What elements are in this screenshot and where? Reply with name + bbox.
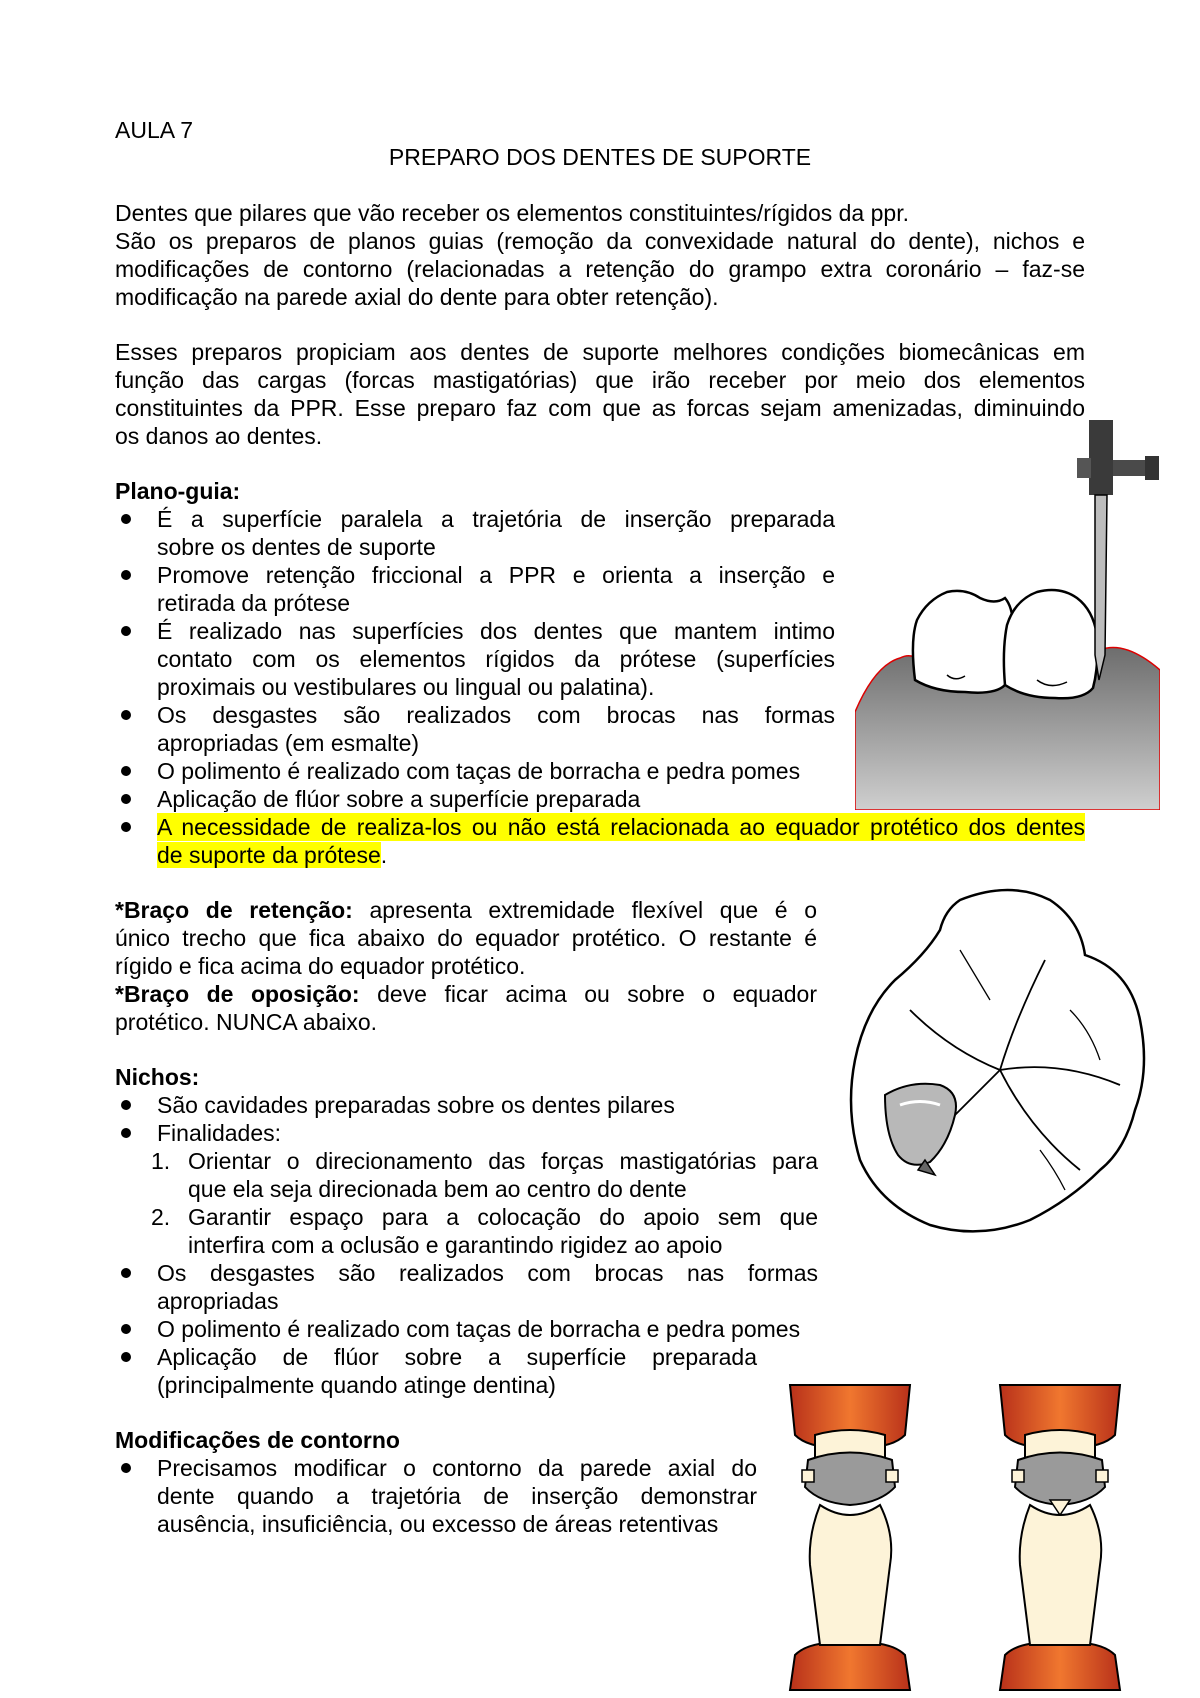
highlighted-note-line-1: A necessidade de realiza-los ou não está relacionada ao equador protético dos dentes (157, 814, 1085, 840)
braco-retencao-line-1 (115, 896, 817, 924)
surveyor-teeth-illustration (855, 420, 1160, 810)
intro-p2-line-1: São os preparos de planos guias (remoção da convexidade natural do dente), nichos e (115, 228, 1085, 254)
plano-guia-item-4-line-1: Os desgastes são realizados com brocas nas formas (157, 702, 835, 728)
bullet-marker (121, 1268, 131, 1278)
contour-modification-illustration (780, 1375, 1160, 1695)
bullet-marker (121, 710, 131, 720)
tooth-pair-left (790, 1385, 910, 1690)
contorno-item-1-line-1: Precisamos modificar o contorno da parede axial do (157, 1455, 757, 1481)
intro-p3-line-3: constituintes da PPR. Esse preparo faz com que as forcas sejam amenizadas, diminuindo (115, 395, 1085, 421)
bullet-marker (121, 1352, 131, 1362)
intro-p2-line-2: modificações de contorno (relacionadas a retenção do grampo extra coronário – faz-se (115, 256, 1085, 282)
lesson-label: AULA 7 (115, 117, 193, 143)
bullet-marker (121, 1128, 131, 1138)
plano-guia-item-4-line-2: apropriadas (em esmalte) (157, 730, 420, 756)
bullet-marker (121, 766, 131, 776)
plano-guia-item-5: O polimento é realizado com taças de borracha e pedra pomes (157, 758, 801, 784)
nichos-item-4: O polimento é realizado com taças de borracha e pedra pomes (157, 1316, 801, 1342)
bullet-marker (121, 1100, 131, 1110)
braco-retencao-line-3: rígido e fica acima do equador protético. (115, 953, 526, 979)
braco-retencao-line-2: único trecho que fica abaixo do equador protético. O restante é (115, 925, 817, 951)
plano-guia-item-1-line-2: sobre os dentes de suporte (157, 534, 436, 560)
bullet-marker (121, 570, 131, 580)
braco-oposicao-line-1 (115, 980, 817, 1008)
bullet-marker (121, 794, 131, 804)
nichos-sub-1-line-2: que ela seja direcionada bem ao centro do dente (188, 1176, 687, 1202)
nichos-item-3-line-2: apropriadas (157, 1288, 279, 1314)
nichos-item-1: São cavidades preparadas sobre os dentes pilares (157, 1092, 675, 1118)
intro-paragraph-1: Dentes que pilares que vão receber os elementos constituintes/rígidos da ppr. (115, 200, 909, 226)
intro-p3-line-2: função das cargas (forcas mastigatórias) que irão receber por meio dos elementos (115, 367, 1085, 393)
intro-p3-line-1: Esses preparos propiciam aos dentes de suporte melhores condições biomecânicas em (115, 339, 1085, 365)
plano-guia-item-1-line-1: É a superfície paralela a trajetória de inserção preparada (157, 506, 835, 532)
braco-oposicao-text: deve ficar acima ou sobre o equador (377, 981, 818, 1007)
contorno-item-1-line-3: ausência, insuficiência, ou excesso de áreas retentivas (157, 1511, 719, 1537)
molar-occlusal-illustration (840, 870, 1155, 1255)
plano-guia-item-2-line-2: retirada da prótese (157, 590, 351, 616)
nichos-item-5-line-1: Aplicação de flúor sobre a superfície preparada (157, 1344, 757, 1370)
plano-guia-item-3-line-2: contato com os elementos rígidos da prótese (superfícies (157, 646, 835, 672)
intro-p3-line-4: os danos ao dentes. (115, 423, 323, 449)
plano-guia-item-2-line-1: Promove retenção friccional a PPR e orienta a inserção e (157, 562, 835, 588)
highlighted-note-line-2 (157, 841, 387, 869)
bullet-marker (121, 514, 131, 524)
section-heading-contorno: Modificações de contorno (115, 1427, 400, 1453)
intro-p2-line-3: modificação na parede axial do dente para obter retenção). (115, 284, 719, 310)
braco-oposicao-line-2: protético. NUNCA abaixo. (115, 1009, 378, 1035)
section-heading-nichos: Nichos: (115, 1064, 200, 1090)
nichos-sub-1-number: 1. (151, 1148, 171, 1174)
braco-retencao-text: apresenta extremidade flexível que é o (369, 897, 818, 923)
nichos-item-3-line-1: Os desgastes são realizados com brocas nas formas (157, 1260, 818, 1286)
nichos-sub-2-number: 2. (151, 1204, 171, 1230)
section-heading-plano-guia: Plano-guia: (115, 478, 241, 504)
plano-guia-item-3-line-3: proximais ou vestibulares ou lingual ou palatina). (157, 674, 655, 700)
braco-retencao-label: *Braço de retenção: (115, 897, 353, 923)
nichos-item-2: Finalidades: (157, 1120, 282, 1146)
page-title: PREPARO DOS DENTES DE SUPORTE (388, 144, 812, 170)
bullet-marker (121, 1324, 131, 1334)
highlighted-note-period: . (380, 842, 388, 868)
nichos-item-5-line-2: (principalmente quando atinge dentina) (157, 1372, 556, 1398)
bullet-marker (121, 626, 131, 636)
nichos-sub-2-line-2: interfira com a oclusão e garantindo rigidez ao apoio (188, 1232, 723, 1258)
tooth-pair-right (1000, 1385, 1120, 1690)
plano-guia-item-6: Aplicação de flúor sobre a superfície preparada (157, 786, 641, 812)
highlighted-note-text: de suporte da prótese (157, 842, 381, 868)
braco-oposicao-label: *Braço de oposição: (115, 981, 360, 1007)
contorno-item-1-line-2: dente quando a trajetória de inserção demonstrar (157, 1483, 757, 1509)
bullet-marker (121, 822, 131, 832)
bullet-marker (121, 1463, 131, 1473)
nichos-sub-2-line-1: Garantir espaço para a colocação do apoio sem que (188, 1204, 818, 1230)
nichos-sub-1-line-1: Orientar o direcionamento das forças mastigatórias para (188, 1148, 818, 1174)
plano-guia-item-3-line-1: É realizado nas superfícies dos dentes que mantem intimo (157, 618, 835, 644)
